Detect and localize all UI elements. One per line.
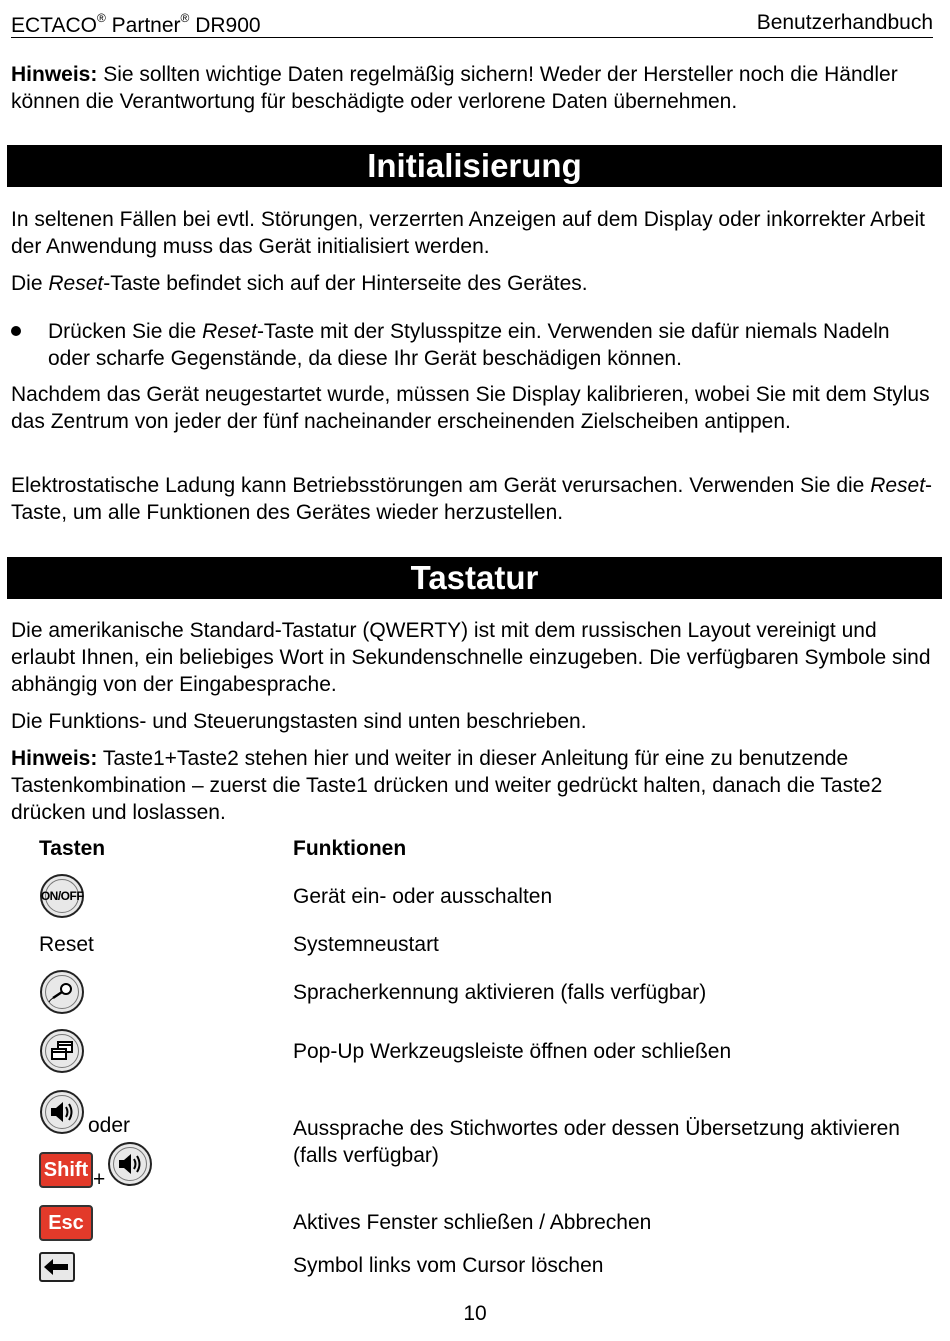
key-plus: + xyxy=(93,1168,106,1191)
init-bullet: Drücken Sie die Reset-Taste mit der Stylusspitze ein. Verwenden sie dafür niemals Nadeln oder scharfe Gegenstände, da diese Ihr Gerät beschädigen können. xyxy=(11,318,936,372)
kbd-paragraph-1: Die amerikanische Standard-Tastatur (QWERTY) ist mit dem russischen Layout vereinigt und erlaubt Ihnen, ein beliebiges Wort in Sekundenschnelle einzugeben. Die verfügbaren Symbole sind abhängig von der Eingabesprache. xyxy=(11,619,931,696)
windows-key-icon xyxy=(40,1029,84,1073)
page-number: 10 xyxy=(463,1302,487,1325)
column-header-functions: Funktionen xyxy=(293,837,407,860)
function-on-off: Gerät ein- oder ausschalten xyxy=(293,885,553,908)
header-product: ECTACO® Partner® DR900 xyxy=(11,11,261,37)
function-esc: Aktives Fenster schließen / Abbrechen xyxy=(293,1211,652,1234)
init-paragraph-1: In seltenen Fällen bei evtl. Störungen, verzerrten Anzeigen auf dem Display oder inkorrekter Arbeit der Anwendung muss das Gerät initialisiert werden. xyxy=(11,208,926,258)
function-toolbar: Pop-Up Werkzeugsleiste öffnen oder schließen xyxy=(293,1040,732,1063)
speaker-key-icon-2 xyxy=(108,1142,152,1186)
section-title-tastatur: Tastatur xyxy=(7,557,942,599)
key-reset: Reset xyxy=(39,933,94,956)
page-header xyxy=(11,9,933,38)
init-paragraph-3: Nachdem das Gerät neugestartet wurde, müssen Sie Display kalibrieren, wobei Sie mit dem Stylus das Zentrum von jeder der fünf nacheinander erscheinenden Zielscheiben antippen. xyxy=(11,383,930,433)
function-voice: Spracherkennung aktivieren (falls verfügbar) xyxy=(293,981,707,1004)
column-header-keys: Tasten xyxy=(39,837,106,860)
backup-note: Hinweis: Sie sollten wichtige Daten regelmäßig sichern! Weder der Hersteller noch die Händler können die Verantwortung für beschädigte oder verlorene Daten übernehmen. xyxy=(11,63,898,113)
function-backspace: Symbol links vom Cursor löschen xyxy=(293,1254,604,1277)
on-off-key-icon: ON/OFF xyxy=(40,874,84,918)
kbd-paragraph-2: Die Funktions- und Steuerungstasten sind unten beschrieben. xyxy=(11,710,587,733)
kbd-note: Hinweis: Taste1+Taste2 stehen hier und weiter in dieser Anleitung für eine zu benutzende Tastenkombination – zuerst die Taste1 drücken und weiter gedrückt halten, danach die Taste2 drücken und loslassen. xyxy=(11,747,883,824)
init-paragraph-2: Die Reset-Taste befindet sich auf der Hinterseite des Gerätes. xyxy=(11,272,588,295)
key-or-text: oder xyxy=(88,1114,131,1137)
bullet-icon xyxy=(11,326,21,336)
section-title-initialisierung: Initialisierung xyxy=(7,145,942,187)
esc-key-icon: Esc xyxy=(39,1205,93,1241)
shift-key-icon: Shift xyxy=(39,1152,93,1188)
backspace-key-icon xyxy=(39,1252,75,1282)
init-paragraph-4: Elektrostatische Ladung kann Betriebsstörungen am Gerät verursachen. Verwenden Sie die Reset-Taste, um alle Funktionen des Gerätes wieder herzustellen. xyxy=(11,474,933,524)
function-reset: Systemneustart xyxy=(293,933,439,956)
microphone-key-icon xyxy=(40,970,84,1014)
speaker-key-icon xyxy=(40,1090,84,1134)
function-pronunciation: Aussprache des Stichwortes oder dessen Übersetzung aktivieren (falls verfügbar) xyxy=(293,1117,900,1167)
header-doc-title: Benutzerhandbuch xyxy=(756,11,933,34)
